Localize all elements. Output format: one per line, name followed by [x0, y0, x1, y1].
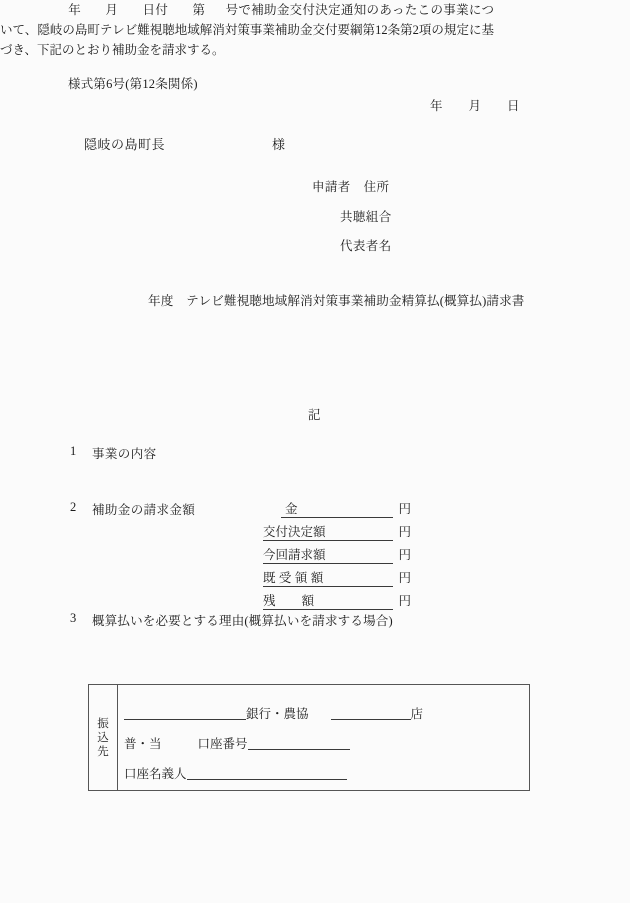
branch-suffix-label: 店	[410, 707, 424, 721]
account-number-label: 口座番号	[197, 737, 248, 751]
amount-row	[263, 499, 411, 517]
bank-label-char-2: 込	[97, 731, 109, 744]
amount-unit: 円	[398, 525, 411, 539]
account-type-line	[124, 734, 350, 752]
item-1-label: 事業の内容	[92, 447, 157, 461]
bank-suffix-label: 銀行・農協	[246, 707, 309, 721]
bank-label-char-1: 振	[97, 717, 109, 730]
account-holder-input[interactable]	[187, 766, 347, 780]
date-day-label: 日	[507, 99, 520, 113]
document-title: 年度 テレビ難視聴地域解消対策事業補助金精算払(概算払)請求書	[148, 294, 525, 308]
body-docno-prefix: 第	[192, 3, 206, 17]
amount-row	[263, 568, 411, 586]
account-number-input[interactable]	[248, 736, 350, 750]
item-2-number: 2	[70, 500, 77, 514]
account-type-label[interactable]: 普・当	[124, 737, 162, 751]
amount-fill-rule[interactable]	[263, 609, 393, 610]
branch-name-input[interactable]	[331, 706, 411, 720]
bank-label-cell	[89, 685, 118, 790]
item-3-number: 3	[70, 611, 77, 625]
bank-transfer-box	[88, 684, 530, 791]
body-paragraph	[0, 0, 494, 60]
body-month-label: 月	[105, 3, 119, 17]
addressee-honorific: 様	[272, 137, 286, 152]
account-holder-label: 口座名義人	[124, 767, 187, 781]
amount-unit: 円	[398, 502, 411, 516]
amount-label: 交付決定額	[263, 525, 326, 539]
body-line-2: て、隠岐の島町テレビ難視聴地域解消対策事業補助金交付要綱第12条第2項の規定に基づき、	[0, 23, 494, 57]
date-month-label: 月	[468, 99, 482, 113]
account-holder-line	[124, 764, 347, 782]
amount-label-remaining	[263, 591, 314, 609]
body-docno-suffix: 号で補助金交付決定通知のあったこの事業につい	[0, 3, 494, 37]
amount-fill-rule[interactable]	[263, 563, 393, 564]
amount-label: 今回請求額	[263, 548, 326, 562]
item-1-number: 1	[70, 444, 77, 458]
amount-fill-rule[interactable]	[263, 586, 393, 587]
ki-mark: 記	[308, 408, 321, 422]
amount-row	[263, 591, 411, 609]
amount-label-remaining-char2: 額	[301, 594, 315, 608]
bank-label-vertical	[97, 717, 109, 759]
date-line	[430, 96, 520, 114]
applicant-address-label: 申請者 住所	[312, 180, 390, 194]
amount-table	[263, 499, 411, 614]
amount-label: 既受領額	[263, 571, 327, 585]
amount-row	[263, 545, 411, 563]
amount-unit: 円	[398, 548, 411, 562]
amount-label-remaining-char1: 残	[263, 594, 276, 608]
date-year-label: 年	[430, 99, 443, 113]
amount-unit: 円	[398, 594, 411, 608]
amount-label: 金	[285, 502, 298, 516]
bank-name-line	[124, 704, 423, 722]
applicant-representative-label: 代表者名	[340, 239, 392, 253]
bank-name-input[interactable]	[124, 706, 246, 720]
item-3-label: 概算払いを必要とする理由(概算払いを請求する場合)	[92, 614, 393, 628]
body-line-3: 下記のとおり補助金を請求する。	[37, 43, 225, 57]
bank-label-char-3: 先	[97, 745, 109, 758]
body-year-label: 年	[68, 3, 82, 17]
amount-fill-rule[interactable]	[263, 540, 393, 541]
amount-unit: 円	[398, 571, 411, 585]
form-number: 様式第6号(第12条関係)	[68, 77, 198, 91]
body-day-label: 日付	[142, 3, 169, 17]
bank-fields	[118, 685, 529, 790]
applicant-organization-label: 共聴組合	[340, 210, 392, 224]
amount-fill-rule[interactable]	[281, 517, 393, 518]
item-2-label: 補助金の請求金額	[92, 503, 196, 517]
amount-row	[263, 522, 411, 540]
addressee: 隠岐の島町長	[84, 137, 166, 152]
